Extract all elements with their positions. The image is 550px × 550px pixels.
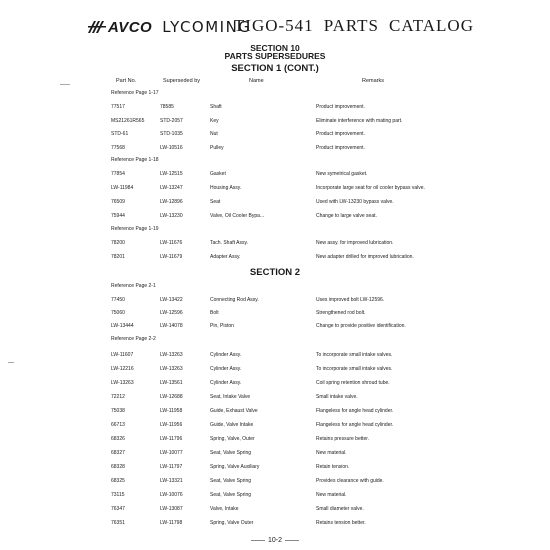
title-parts: PARTS [323, 16, 380, 35]
col-superseded-by: Superseded by [163, 78, 200, 84]
table-row [0, 504, 550, 514]
part-name: Spring, Valve, Outer [210, 436, 255, 442]
remarks: Coil spring retention shroud tube. [316, 380, 390, 386]
superseded-by: LW-11798 [160, 520, 183, 526]
title-catalog: CATALOG [389, 16, 474, 35]
part-number: STD-61 [111, 131, 129, 137]
part-name: Bolt [210, 310, 219, 316]
subsection-1-title: SECTION 1 (CONT.) [231, 63, 319, 74]
part-number: 75944 [111, 213, 125, 219]
superseded-by: LW-11956 [160, 422, 183, 428]
superseded-by: STD-1035 [160, 131, 183, 137]
superseded-by: LW-12896 [160, 199, 183, 205]
part-name: Valve, Oil Cooler Bypa... [210, 213, 265, 219]
part-number: MS21261R565 [111, 118, 145, 124]
superseded-by: STD-2057 [160, 118, 183, 124]
table-row [0, 406, 550, 416]
remarks: Used with LW-13230 bypass valve. [316, 199, 394, 205]
col-remarks: Remarks [362, 78, 385, 84]
table-row [0, 197, 550, 207]
remarks: Small intake valve. [316, 394, 358, 400]
superseded-by: LW-10516 [160, 145, 183, 151]
superseded-by: LW-11796 [160, 436, 183, 442]
page-rule-right [285, 540, 299, 541]
table-row [0, 116, 550, 126]
part-number: 77854 [111, 171, 125, 177]
col-part-no: Part No. [116, 78, 137, 84]
remarks: New material. [316, 492, 347, 498]
scan-mark [8, 362, 14, 363]
part-number: 73115 [111, 492, 125, 498]
catalog-title [224, 16, 474, 36]
part-number: 76351 [111, 520, 125, 526]
table-row [0, 420, 550, 430]
part-number: 78201 [111, 254, 125, 260]
part-name: Guide, Exhaust Valve [210, 408, 258, 414]
remarks: New symetrical gasket. [316, 171, 368, 177]
part-name: Seat, Valve Spring [210, 478, 252, 484]
part-name: Pin, Piston [210, 323, 234, 329]
part-number: 77517 [111, 104, 125, 110]
reference-label: Reference Page 1-18 [111, 157, 159, 163]
part-number: 66713 [111, 422, 125, 428]
remarks: Flangeless for angle head cylinder. [316, 408, 394, 414]
part-number: 68325 [111, 478, 125, 484]
table-row [0, 102, 550, 112]
table-row [0, 169, 550, 179]
remarks: Small diameter valve. [316, 506, 364, 512]
table-row [0, 378, 550, 388]
remarks: Change to large valve seat. [316, 213, 377, 219]
logo-stripes-icon [88, 21, 106, 33]
reference-label: Reference Page 2-1 [111, 283, 156, 289]
remarks: Flangeless for angle head cylinder. [316, 422, 394, 428]
part-name: Seat, Valve Spring [210, 492, 252, 498]
part-number: LW-11984 [111, 185, 134, 191]
superseded-by: LW-14078 [160, 323, 183, 329]
remarks: Retains pressure better. [316, 436, 370, 442]
part-number: 68326 [111, 436, 125, 442]
superseded-by: LW-13422 [160, 297, 183, 303]
superseded-by: LW-11676 [160, 240, 183, 246]
superseded-by: LW-11797 [160, 464, 183, 470]
remarks: New adapter drilled for improved lubrication. [316, 254, 414, 260]
part-name: Guide, Valve Intake [210, 422, 254, 428]
section-number: SECTION 10 [250, 43, 300, 53]
part-name: Seat, Intake Valve [210, 394, 251, 400]
superseded-by: LW-10077 [160, 450, 183, 456]
page-rule-left [251, 540, 265, 541]
table-row [0, 143, 550, 153]
table-row [0, 434, 550, 444]
scan-mark [60, 84, 70, 85]
part-number: LW-11607 [111, 352, 134, 358]
superseded-by: LW-12515 [160, 171, 183, 177]
part-name: Seat [210, 199, 221, 205]
remarks: Strengthened rod bolt. [316, 310, 366, 316]
remarks: Retains tension better. [316, 520, 366, 526]
page-number [0, 537, 550, 544]
superseded-by: LW-11958 [160, 408, 183, 414]
part-name: Cylinder Assy. [210, 366, 242, 372]
table-row [0, 252, 550, 262]
superseded-by: LW-12688 [160, 394, 183, 400]
reference-label: Reference Page 1-19 [111, 226, 159, 232]
page-number-text: 10-2 [267, 537, 282, 544]
remarks: Uses improved bolt LW-12596. [316, 297, 385, 303]
table-row [0, 518, 550, 528]
part-name: Cylinder Assy. [210, 380, 242, 386]
reference-label: Reference Page 1-17 [111, 90, 159, 96]
part-name: Pulley [210, 145, 224, 151]
part-name: Valve, Intake [210, 506, 239, 512]
part-number: 76509 [111, 199, 125, 205]
remarks: Product improvement. [316, 104, 365, 110]
table-row [0, 211, 550, 221]
title-model: TIGO-541 [233, 16, 314, 35]
superseded-by: LW-13087 [160, 506, 183, 512]
logo-text: AVCO [108, 18, 153, 36]
brand-name: LYCOMING [162, 18, 252, 36]
superseded-by: 78585 [160, 104, 174, 110]
part-number: 68328 [111, 464, 125, 470]
part-name: Gasket [210, 171, 226, 177]
table-row [0, 364, 550, 374]
superseded-by: LW-13247 [160, 185, 183, 191]
part-number: LW-12216 [111, 366, 134, 372]
part-name: Key [210, 118, 219, 124]
remarks: New assy. for improved lubrication. [316, 240, 394, 246]
part-number: 77568 [111, 145, 125, 151]
part-name: Cylinder Assy. [210, 352, 242, 358]
table-row [0, 350, 550, 360]
remarks: Product improvement. [316, 131, 365, 137]
superseded-by: LW-10076 [160, 492, 183, 498]
table-row [0, 476, 550, 486]
table-row [0, 129, 550, 139]
superseded-by: LW-12596 [160, 310, 183, 316]
remarks: Retain tension. [316, 464, 350, 470]
part-name: Seat, Valve Spring [210, 450, 252, 456]
table-row [0, 183, 550, 193]
remarks: To incorporate small intake valves. [316, 366, 393, 372]
superseded-by: LW-13263 [160, 352, 183, 358]
superseded-by: LW-11679 [160, 254, 183, 260]
remarks: Product improvement. [316, 145, 365, 151]
part-number: 75060 [111, 310, 125, 316]
remarks: New material. [316, 450, 347, 456]
remarks: Incorporate large seat for oil cooler bypass valve. [316, 185, 425, 191]
part-number: 76347 [111, 506, 125, 512]
table-row [0, 448, 550, 458]
table-row [0, 490, 550, 500]
part-name: Spring, Valve Outer [210, 520, 254, 526]
part-name: Connecting Rod Assy. [210, 297, 259, 303]
remarks: To incorporate small intake valves. [316, 352, 393, 358]
superseded-by: LW-13263 [160, 366, 183, 372]
remarks: Provides clearance with guide. [316, 478, 384, 484]
part-name: Nut [210, 131, 218, 137]
part-name: Housing Assy. [210, 185, 242, 191]
part-name: Adapter Assy. [210, 254, 241, 260]
part-name: Spring, Valve Auxiliary [210, 464, 260, 470]
table-row [0, 392, 550, 402]
part-name: Shaft [210, 104, 222, 110]
superseded-by: LW-13230 [160, 213, 183, 219]
part-number: 78200 [111, 240, 125, 246]
part-name: Tach. Shaft Assy. [210, 240, 248, 246]
part-number: LW-13263 [111, 380, 134, 386]
table-row [0, 308, 550, 318]
superseded-by: LW-13321 [160, 478, 183, 484]
section-title: PARTS SUPERSEDURES [224, 51, 326, 61]
col-name: Name [249, 78, 264, 84]
table-row [0, 462, 550, 472]
part-number: 77450 [111, 297, 125, 303]
reference-label: Reference Page 2-2 [111, 336, 156, 342]
section-2-title: SECTION 2 [249, 267, 301, 278]
part-number: LW-13444 [111, 323, 134, 329]
part-number: 72212 [111, 394, 125, 400]
superseded-by: LW-13561 [160, 380, 183, 386]
part-number: 68327 [111, 450, 125, 456]
remarks: Change to provide positive identification. [316, 323, 406, 329]
table-row [0, 238, 550, 248]
remarks: Eliminate interference with mating part. [316, 118, 403, 124]
table-row [0, 321, 550, 331]
part-number: 75038 [111, 408, 125, 414]
avco-logo [88, 19, 152, 36]
table-row [0, 295, 550, 305]
